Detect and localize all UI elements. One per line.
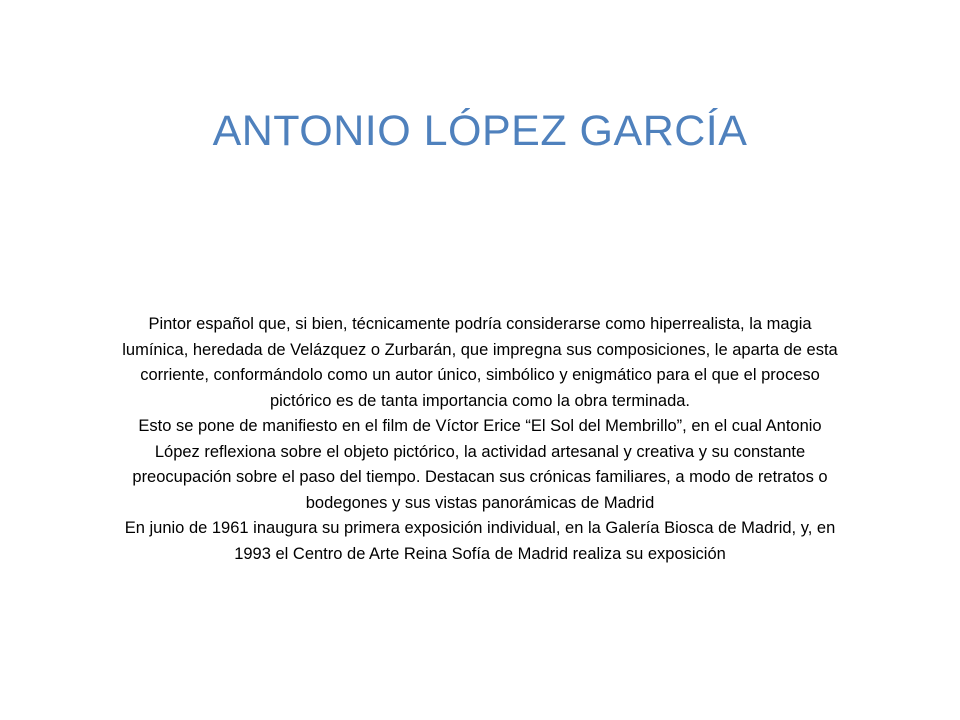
slide-title: ANTONIO LÓPEZ GARCÍA	[212, 107, 748, 155]
body-paragraph-exhibition: En junio de 1961 inaugura su primera exposición individual, en la Galería Biosca de Madrid, y, en 1993 el Centro de Arte Reina Sofía de Madrid realiza su exposición	[124, 519, 836, 563]
body-paragraph-intro: Pintor español que, si bien, técnicamente podría considerarse como hiperrealista, la magia lumínica, heredada de Velázquez o Zurbarán, que impregna sus composiciones, le aparta de esta corriente, conformándolo como un autor único, simbólico y enigmático para el que el proceso pictórico es de tanta importancia como la obra terminada.	[122, 315, 838, 410]
body-paragraph-film: Esto se pone de manifiesto en el film de Víctor Erice “El Sol del Membrillo”, en el cual Antonio López reflexiona sobre el objeto pictórico, la actividad artesanal y creativa y su constante preocupación sobre el paso del tiempo. Destacan sus crónicas familiares, a modo de retratos o bodegones y sus vistas panorámicas de Madrid	[132, 417, 828, 512]
slide-body	[120, 312, 840, 567]
